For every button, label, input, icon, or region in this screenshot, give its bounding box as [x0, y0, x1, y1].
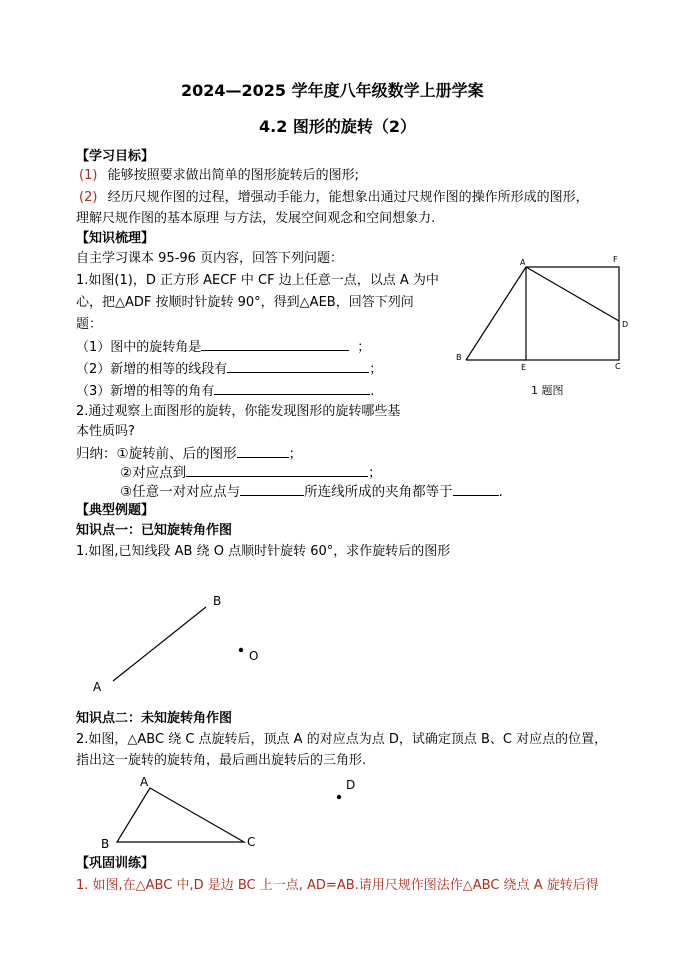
summary-a-text: 归纳：①旋转前、后的图形 [76, 446, 237, 462]
segment-ab [113, 607, 206, 681]
answer-blank[interactable] [240, 482, 304, 496]
label-f: F [613, 255, 618, 264]
summary-c-end: . [498, 484, 503, 500]
review-heading: 【知识梳理】 [76, 231, 155, 246]
answer-blank[interactable] [214, 381, 370, 395]
segment-ad [526, 267, 619, 321]
square-aecf [526, 267, 619, 360]
label-a: A [140, 775, 149, 789]
label-a: A [93, 680, 102, 694]
point-d [337, 795, 341, 799]
objective-1-number: (1) [79, 168, 98, 183]
sub-question-3-text: （3）新增的相等的角有 [76, 384, 215, 399]
sub-question-2-end: ； [369, 362, 383, 377]
question-2-line-1: 2.通过观察上面图形的旋转，你能发现图形的旋转哪些基 [76, 404, 401, 419]
examples-heading: 【典型例题】 [76, 503, 155, 518]
summary-b [120, 463, 382, 482]
segment-ab [466, 267, 526, 360]
sub-question-2 [76, 359, 382, 378]
example-1-question: 1.如图,已知线段 AB 绕 O 点顺时针旋转 60°，求作旋转后的图形 [76, 544, 451, 559]
objective-2-continued: 理解尺规作图的基本原理 与方法，发展空间观念和空间想象力. [76, 211, 436, 226]
summary-c-text-2: 所连线所成的夹角都等于 [304, 484, 453, 500]
label-a: A [520, 258, 526, 267]
knowledge-point-2: 知识点二：未知旋转角作图 [76, 711, 233, 726]
answer-blank[interactable] [237, 444, 289, 458]
answer-blank[interactable] [186, 463, 368, 477]
answer-blank[interactable] [453, 482, 499, 496]
question-2-line-2: 本性质吗? [76, 424, 135, 439]
triangle-abc [117, 788, 244, 842]
objective-1 [79, 167, 359, 184]
sub-question-3-end: . [370, 384, 375, 399]
page-title: 2024—2025 学年度八年级数学上册学案 [181, 81, 484, 100]
label-c: C [615, 362, 621, 371]
label-e: E [521, 363, 527, 372]
sub-question-3 [76, 381, 374, 400]
objective-1-text: 能够按照要求做出简单的图形旋转后的图形; [107, 168, 359, 183]
review-intro: 自主学习课本 95-96 页内容，回答下列问题： [76, 251, 344, 266]
label-c: C [247, 835, 256, 849]
knowledge-point-1: 知识点一：已知旋转角作图 [76, 523, 233, 538]
summary-a-end: ； [288, 446, 303, 462]
point-o [239, 648, 243, 652]
question-1-line-1: 1.如图(1)，D 正方形 AECF 中 CF 边上任意一点，以点 A 为中 [76, 273, 439, 288]
sub-question-1 [76, 337, 370, 356]
summary-c-text-1: ③任意一对对应点与 [120, 484, 241, 500]
objective-2-text: 经历尺规作图的过程，增强动手能力，能想象出通过尺规作图的操作所形成的图形， [107, 190, 589, 205]
objectives-heading: 【学习目标】 [76, 149, 155, 164]
summary-b-text: ②对应点到 [120, 465, 187, 481]
example-2-line-2: 指出这一旋转的旋转角，最后画出旋转后的三角形. [76, 753, 367, 768]
objective-2 [79, 189, 589, 206]
figure-1-caption: 1 题图 [531, 384, 564, 397]
label-b: B [101, 837, 110, 851]
summary-a [76, 444, 302, 463]
practice-heading: 【巩固训练】 [76, 856, 155, 871]
sub-question-2-text: （2）新增的相等的线段有 [76, 362, 228, 377]
practice-question-1: 1. 如图,在△ABC 中,D 是边 BC 上一点, AD=AB.请用尺规作图法作△ABC 绕点 A 旋转后得 [76, 878, 599, 893]
summary-b-end: ； [368, 465, 382, 481]
question-1-line-2: 心，把△ADF 按顺时针旋转 90°，得到△AEB，回答下列问 [76, 295, 414, 310]
answer-blank[interactable] [227, 359, 369, 373]
sub-question-1-text: （1）图中的旋转角是 [76, 340, 202, 355]
question-1-line-3: 题： [76, 317, 103, 332]
page-subtitle: 4.2 图形的旋转（2） [259, 117, 417, 136]
label-b: B [213, 594, 222, 608]
label-b: B [456, 353, 462, 362]
answer-blank[interactable] [201, 337, 349, 351]
label-d: D [622, 320, 629, 329]
sub-question-1-end: ； [357, 340, 371, 355]
summary-c [120, 482, 503, 501]
label-o: O [249, 649, 259, 663]
example-2-line-1: 2.如图，△ABC 绕 C 点旋转后，顶点 A 的对应点为点 D，试确定顶点 B、C 对应点的位置， [76, 732, 608, 747]
label-d: D [346, 778, 356, 792]
objective-2-number: (2) [79, 190, 98, 205]
